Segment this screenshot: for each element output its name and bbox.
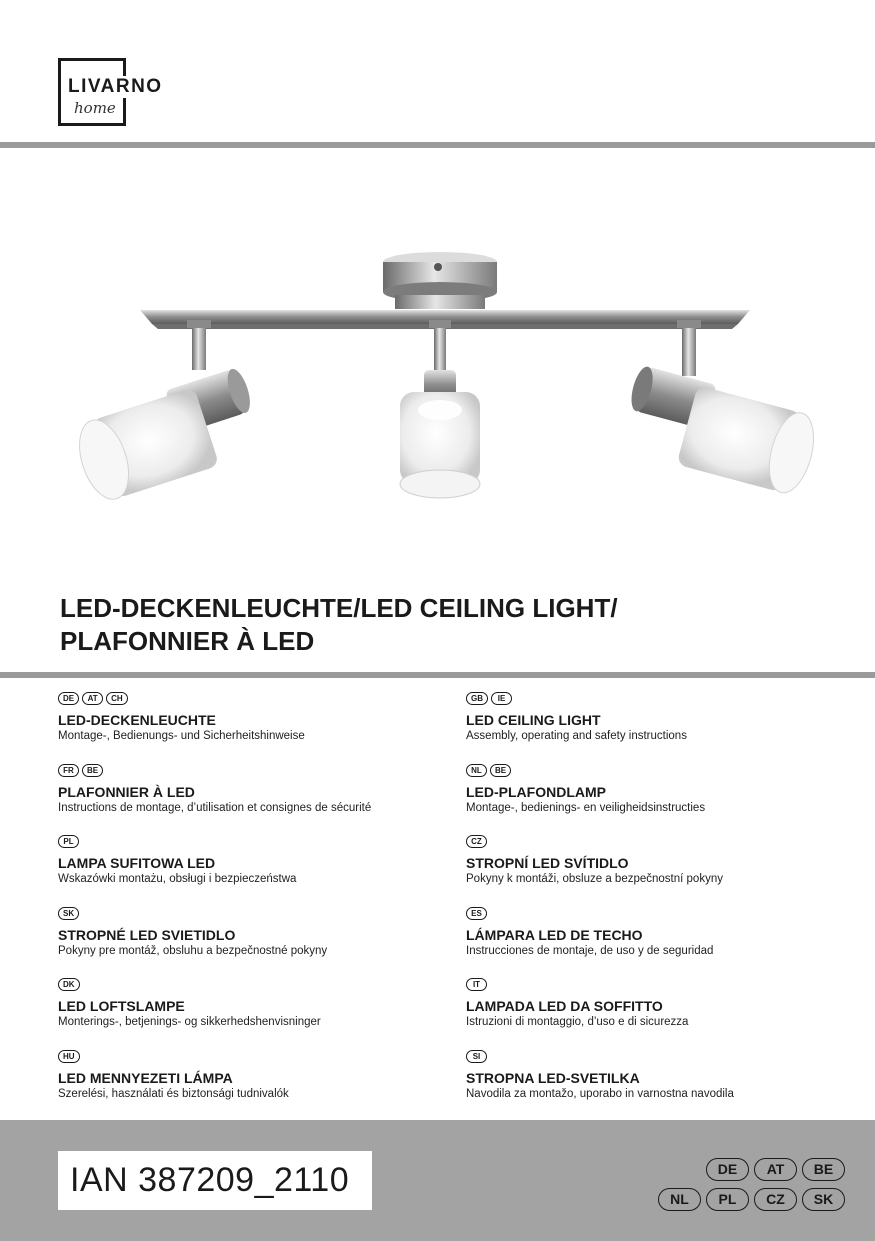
- language-entry-title: STROPNÉ LED SVIETIDLO: [58, 927, 236, 943]
- country-badge: CZ: [754, 1188, 797, 1211]
- language-entry-hu: [58, 1050, 438, 1110]
- country-badges-row-1: [706, 1158, 845, 1181]
- language-entry-title: LED LOFTSLAMPE: [58, 998, 185, 1014]
- country-code-badge: IT: [466, 978, 487, 991]
- country-code-badge: DE: [58, 692, 79, 705]
- country-badge: NL: [658, 1188, 701, 1211]
- country-code-badge: SK: [58, 907, 79, 920]
- language-entry-si: [466, 1050, 846, 1110]
- language-entry-pl: [58, 835, 438, 895]
- country-code-badge: AT: [82, 692, 103, 705]
- mid-divider: [0, 672, 875, 678]
- language-entry-subtitle: Pokyny pre montáž, obsluhu a bezpečnostné pokyny: [58, 945, 328, 957]
- language-entry-de: [58, 692, 438, 752]
- country-code-badge: FR: [58, 764, 79, 777]
- country-code-badge: GB: [466, 692, 488, 705]
- language-entry-title: LAMPADA LED DA SOFFITTO: [466, 998, 663, 1014]
- title-line-1: LED-DECKENLEUCHTE/LED CEILING LIGHT/: [60, 593, 618, 623]
- language-entry-title: LÁMPARA LED DE TECHO: [466, 927, 643, 943]
- language-entry-subtitle: Pokyny k montáži, obsluze a bezpečnostní pokyny: [466, 873, 723, 885]
- language-entry-gb: [466, 692, 846, 752]
- country-code-badge: NL: [466, 764, 487, 777]
- product-image: [60, 240, 820, 530]
- country-badge: DE: [706, 1158, 749, 1181]
- ian-number: IAN 387209_2110: [58, 1151, 372, 1210]
- language-entry-it: [466, 978, 846, 1038]
- language-entry-dk: [58, 978, 438, 1038]
- language-entry-cz: [466, 835, 846, 895]
- language-entry-title: STROPNÍ LED SVÍTIDLO: [466, 855, 629, 871]
- language-entry-sk: [58, 907, 438, 967]
- country-code-badge: CH: [106, 692, 128, 705]
- country-badges-row-2: [658, 1188, 845, 1211]
- language-entry-title: LED MENNYEZETI LÁMPA: [58, 1070, 233, 1086]
- language-entry-subtitle: Istruzioni di montaggio, d’uso e di sicurezza: [466, 1016, 689, 1028]
- language-entry-subtitle: Wskazówki montażu, obsługi i bezpieczeństwa: [58, 873, 297, 885]
- country-badge: PL: [706, 1188, 749, 1211]
- language-entry-fr: [58, 764, 438, 824]
- logo-subbrand: home: [74, 99, 116, 117]
- language-entry-subtitle: Szerelési, használati és biztonsági tudnivalók: [58, 1088, 289, 1100]
- language-entry-subtitle: Navodila za montažo, uporabo in varnostna navodila: [466, 1088, 734, 1100]
- country-code-badge: DK: [58, 978, 80, 991]
- top-divider: [0, 142, 875, 148]
- country-badge: BE: [802, 1158, 845, 1181]
- language-entry-title: PLAFONNIER À LED: [58, 784, 195, 800]
- language-entry-subtitle: Instructions de montage, d’utilisation et consignes de sécurité: [58, 802, 372, 814]
- language-entry-nl: [466, 764, 846, 824]
- document-title: [60, 592, 820, 658]
- country-badge: AT: [754, 1158, 797, 1181]
- language-entry-subtitle: Instrucciones de montaje, de uso y de seguridad: [466, 945, 714, 957]
- country-code-badge: BE: [490, 764, 511, 777]
- country-code-badge: HU: [58, 1050, 80, 1063]
- title-line-2: PLAFONNIER À LED: [60, 626, 315, 656]
- language-entry-subtitle: Montage-, bedienings- en veiligheidsinstructies: [466, 802, 706, 814]
- logo-brand-name: LIVARNO: [68, 76, 167, 98]
- language-entry-subtitle: Assembly, operating and safety instructions: [466, 730, 687, 742]
- country-code-badge: PL: [58, 835, 79, 848]
- language-entry-title: LED-PLAFONDLAMP: [466, 784, 606, 800]
- language-entry-es: [466, 907, 846, 967]
- footer-band: [0, 1120, 875, 1241]
- brand-logo: [58, 58, 188, 126]
- country-badge: SK: [802, 1188, 845, 1211]
- language-entry-title: LED CEILING LIGHT: [466, 712, 601, 728]
- language-entry-subtitle: Monterings-, betjenings- og sikkerhedshenvisninger: [58, 1016, 321, 1028]
- language-entry-subtitle: Montage-, Bedienungs- und Sicherheitshinweise: [58, 730, 305, 742]
- country-code-badge: IE: [491, 692, 512, 705]
- country-code-badge: ES: [466, 907, 487, 920]
- country-code-badge: CZ: [466, 835, 487, 848]
- country-code-badge: SI: [466, 1050, 487, 1063]
- language-entry-title: LED-DECKENLEUCHTE: [58, 712, 216, 728]
- country-code-badge: BE: [82, 764, 103, 777]
- language-entry-title: LAMPA SUFITOWA LED: [58, 855, 216, 871]
- language-entry-title: STROPNA LED-SVETILKA: [466, 1070, 640, 1086]
